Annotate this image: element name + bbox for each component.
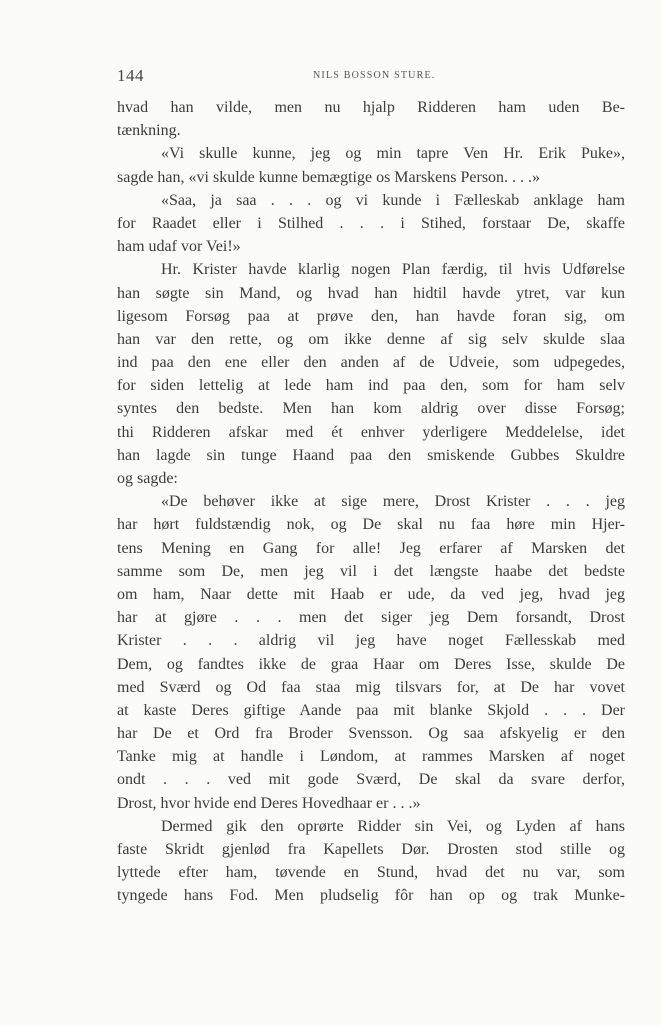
text-line: og sagde:: [117, 470, 178, 487]
text-line: han søgte sin Mand, og hvad han hidtil havde ytret, var kun: [117, 284, 625, 302]
text-line: har De et Ord fra Broder Svensson. Og saa afskyelig er den: [117, 725, 625, 743]
text-line: hvad han vilde, men nu hjalp Ridderen ham uden Be-: [117, 99, 625, 116]
text-line: ham udaf vor Vei!»: [117, 238, 241, 256]
text-line: for Raadet eller i Stilhed . . . i Stihed, forstaar De, skaffe: [117, 214, 625, 232]
text-line: ondt . . . ved mit gode Sværd, De skal da svare derfor,: [117, 771, 625, 789]
text-line: at kaste Deres giftige Aande paa mit blanke Skjold . . . Der: [117, 701, 625, 719]
text-line: for siden lettelig at lede ham ind paa den, som for ham selv: [117, 377, 625, 395]
text-line: Tanke mig at handle i Løndom, at rammes Marsken af noget: [117, 748, 625, 766]
text-line: ligesom Forsøg paa at prøve den, han havde foran sig, om: [117, 307, 625, 325]
page-number: 144: [117, 66, 144, 85]
text-line: Hr. Krister havde klarlig nogen Plan færdig, til hvis Udførelse: [161, 261, 625, 279]
text-line: tænkning.: [117, 122, 181, 140]
text-line: samme som De, men jeg vil i det længste haabe det bedste: [117, 562, 625, 580]
text-line: tyngede hans Fod. Men pludselig fôr han op og trak Munke-: [117, 887, 625, 905]
text-line: faste Skridt gjenlød fra Kapellets Dør. Drosten stod stille og: [117, 841, 625, 858]
text-line: sagde han, «vi skulde kunne bemægtige os Marskens Person. . . .»: [117, 168, 541, 186]
page-header: [117, 66, 625, 90]
text-line: Krister . . . aldrig vil jeg have noget Fællesskab med: [117, 632, 625, 650]
text-line: lyttede efter ham, tøvende en Stund, hvad det nu var, som: [117, 864, 625, 882]
text-line: thi Ridderen afskar med ét enhver yderligere Meddelelse, idet: [117, 423, 625, 441]
text-line: Drost, hvor hvide end Deres Hovedhaar er . . .»: [117, 794, 421, 812]
text-line: om ham, Naar dette mit Haab er ude, da ved jeg, hvad jeg: [117, 585, 625, 603]
text-line: han var den rette, og om ikke denne af sig selv skulde slaa: [117, 330, 625, 348]
text-line: Dem, og fandtes ikke de graa Haar om Deres Isse, skulde De: [117, 655, 625, 673]
text-line: «Saa, ja saa . . . og vi kunde i Fælleskab anklage ham: [161, 191, 625, 209]
text-line: syntes den bedste. Men han kom aldrig over disse Forsøg;: [117, 400, 625, 418]
text-line: har at gjøre . . . men det siger jeg Dem forsandt, Drost: [117, 609, 625, 627]
text-line: Dermed gik den oprørte Ridder sin Vei, og Lyden af hans: [161, 817, 625, 835]
text-line: ind paa den ene eller den anden af de Udveie, som udpegedes,: [117, 354, 625, 372]
body-text: [117, 96, 625, 908]
text-line: med Sværd og Od faa staa mig tilsvars for, at De har vovet: [117, 678, 625, 696]
text-line: har hørt fuldstændig nok, og De skal nu faa høre min Hjer-: [117, 516, 625, 534]
running-head: NILS BOSSON STURE.: [313, 70, 436, 81]
text-line: «Vi skulle kunne, jeg og min tapre Ven Hr. Erik Puke»,: [161, 145, 625, 163]
text-line: «De behøver ikke at sige mere, Drost Krister . . . jeg: [161, 493, 625, 511]
text-line: han lagde sin tunge Haand paa den smiskende Gubbes Skuldre: [117, 446, 625, 464]
text-line: tens Mening en Gang for alle! Jeg erfarer af Marsken det: [117, 539, 625, 557]
